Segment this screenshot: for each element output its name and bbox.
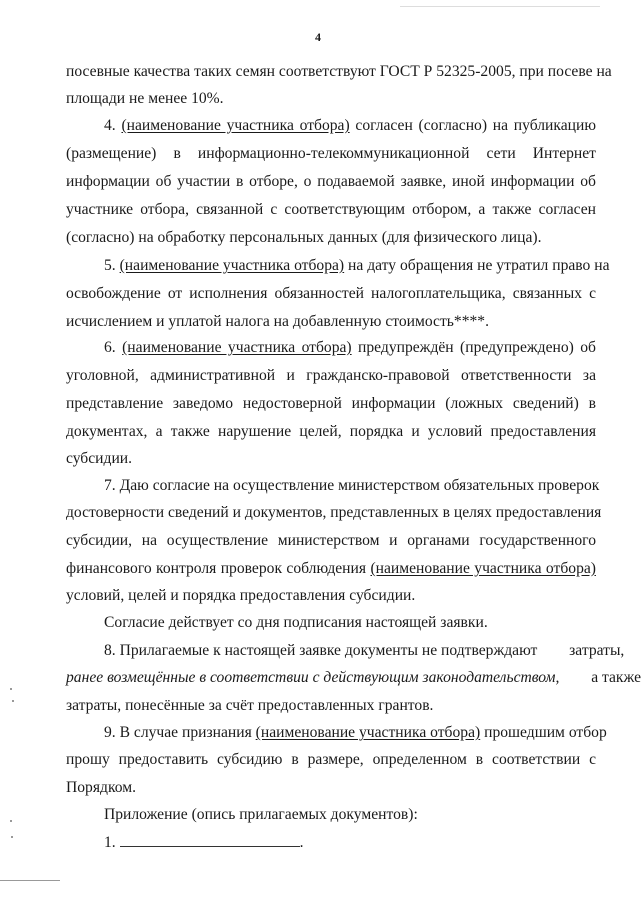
text-fragment: прошедшим отбор	[484, 724, 607, 741]
text-fragment: 8. Прилагаемые к настоящей заявке документы не подтверждают	[104, 642, 538, 659]
paragraph-4-line	[104, 116, 596, 136]
scan-artifact	[0, 880, 60, 881]
text-line: участнике отбора, связанной с соответствующим отбором, а также согласен	[66, 201, 596, 218]
text-line: освобождение от исполнения обязанностей налогоплательщика, связанных с	[66, 285, 596, 302]
text-fragment: предупреждён (предупреждено) об	[358, 339, 596, 356]
paragraph-9-line	[104, 723, 607, 743]
placeholder-participant-name: (наименование участника отбора)	[255, 724, 481, 741]
text-line: уголовной, административной и гражданско-правовой ответственности за	[66, 367, 596, 384]
text-line: условий, целей и порядка предоставления субсидии.	[66, 587, 416, 604]
text-fragment: согласен (согласно) на публикацию	[355, 117, 596, 134]
paragraph-5-line	[104, 256, 610, 276]
placeholder-participant-name: (наименование участника отбора)	[121, 117, 350, 134]
text-fragment: 9. В случае признания	[104, 724, 252, 741]
text-line: информации об участии в отборе, о подаваемой заявке, иной информации об	[66, 173, 596, 190]
text-line: прошу предоставить субсидию в размере, определенном в соответствии с	[66, 751, 596, 768]
paragraph-6-line	[104, 338, 596, 358]
text-line	[66, 668, 641, 688]
text-line: (согласно) на обработку персональных данных (для физического лица).	[66, 229, 542, 246]
text-line: субсидии, на осуществление министерством и органами государственного	[66, 532, 596, 549]
text-fragment: финансового контроля проверок соблюдения	[66, 560, 367, 577]
blank-field	[120, 832, 300, 847]
text-line: представление заведомо недостоверной информации (ложных сведений) в	[66, 395, 596, 412]
attachment-item	[104, 832, 596, 853]
text-line: достоверности сведений и документов, представленных в целях предоставления	[66, 504, 602, 521]
placeholder-participant-name: (наименование участника отбора)	[122, 339, 352, 356]
text-line: (размещение) в информационно-телекоммуникационной сети Интернет	[66, 145, 596, 162]
item-number: 5.	[104, 257, 116, 274]
text-fragment: затраты,	[569, 642, 625, 659]
text-line: площади не менее 10%.	[66, 90, 224, 107]
placeholder-participant-name: (наименование участника отбора)	[370, 560, 596, 577]
scan-artifact	[10, 820, 12, 822]
placeholder-participant-name: (наименование участника отбора)	[119, 257, 345, 274]
attachment-heading: Приложение (опись прилагаемых документов):	[104, 806, 418, 823]
text-line: документах, а также нарушение целей, порядка и условий предоставления	[66, 423, 596, 440]
page-number: 4	[315, 30, 321, 44]
text-line: субсидии.	[66, 450, 133, 467]
scan-artifact	[400, 6, 600, 7]
item-number: 1.	[104, 834, 116, 851]
paragraph-8-line	[104, 641, 625, 661]
text-fragment: на дату обращения не утратил право на	[348, 257, 610, 274]
scan-artifact	[11, 836, 13, 838]
scan-artifact	[12, 700, 14, 702]
text-fragment: .	[299, 834, 304, 851]
text-line: Порядком.	[66, 779, 137, 796]
paragraph-7-line: 7. Даю согласие на осуществление министерством обязательных проверок	[104, 477, 600, 494]
item-number: 4.	[104, 117, 116, 134]
text-line: исчислением и уплатой налога на добавленную стоимость****.	[66, 313, 489, 330]
consent-line: Согласие действует со дня подписания настоящей заявки.	[104, 614, 488, 631]
text-fragment: ранее возмещённые в соответствии с действующим законодательством,	[66, 669, 560, 686]
text-line: затраты, понесённые за счёт предоставленных грантов.	[66, 697, 434, 714]
text-line: посевные качества таких семян соответствуют ГОСТ Р 52325-2005, при посеве на	[66, 63, 612, 80]
scan-artifact	[10, 688, 12, 690]
item-number: 6.	[104, 339, 116, 356]
text-line	[66, 559, 596, 579]
text-fragment: а также	[591, 669, 641, 686]
